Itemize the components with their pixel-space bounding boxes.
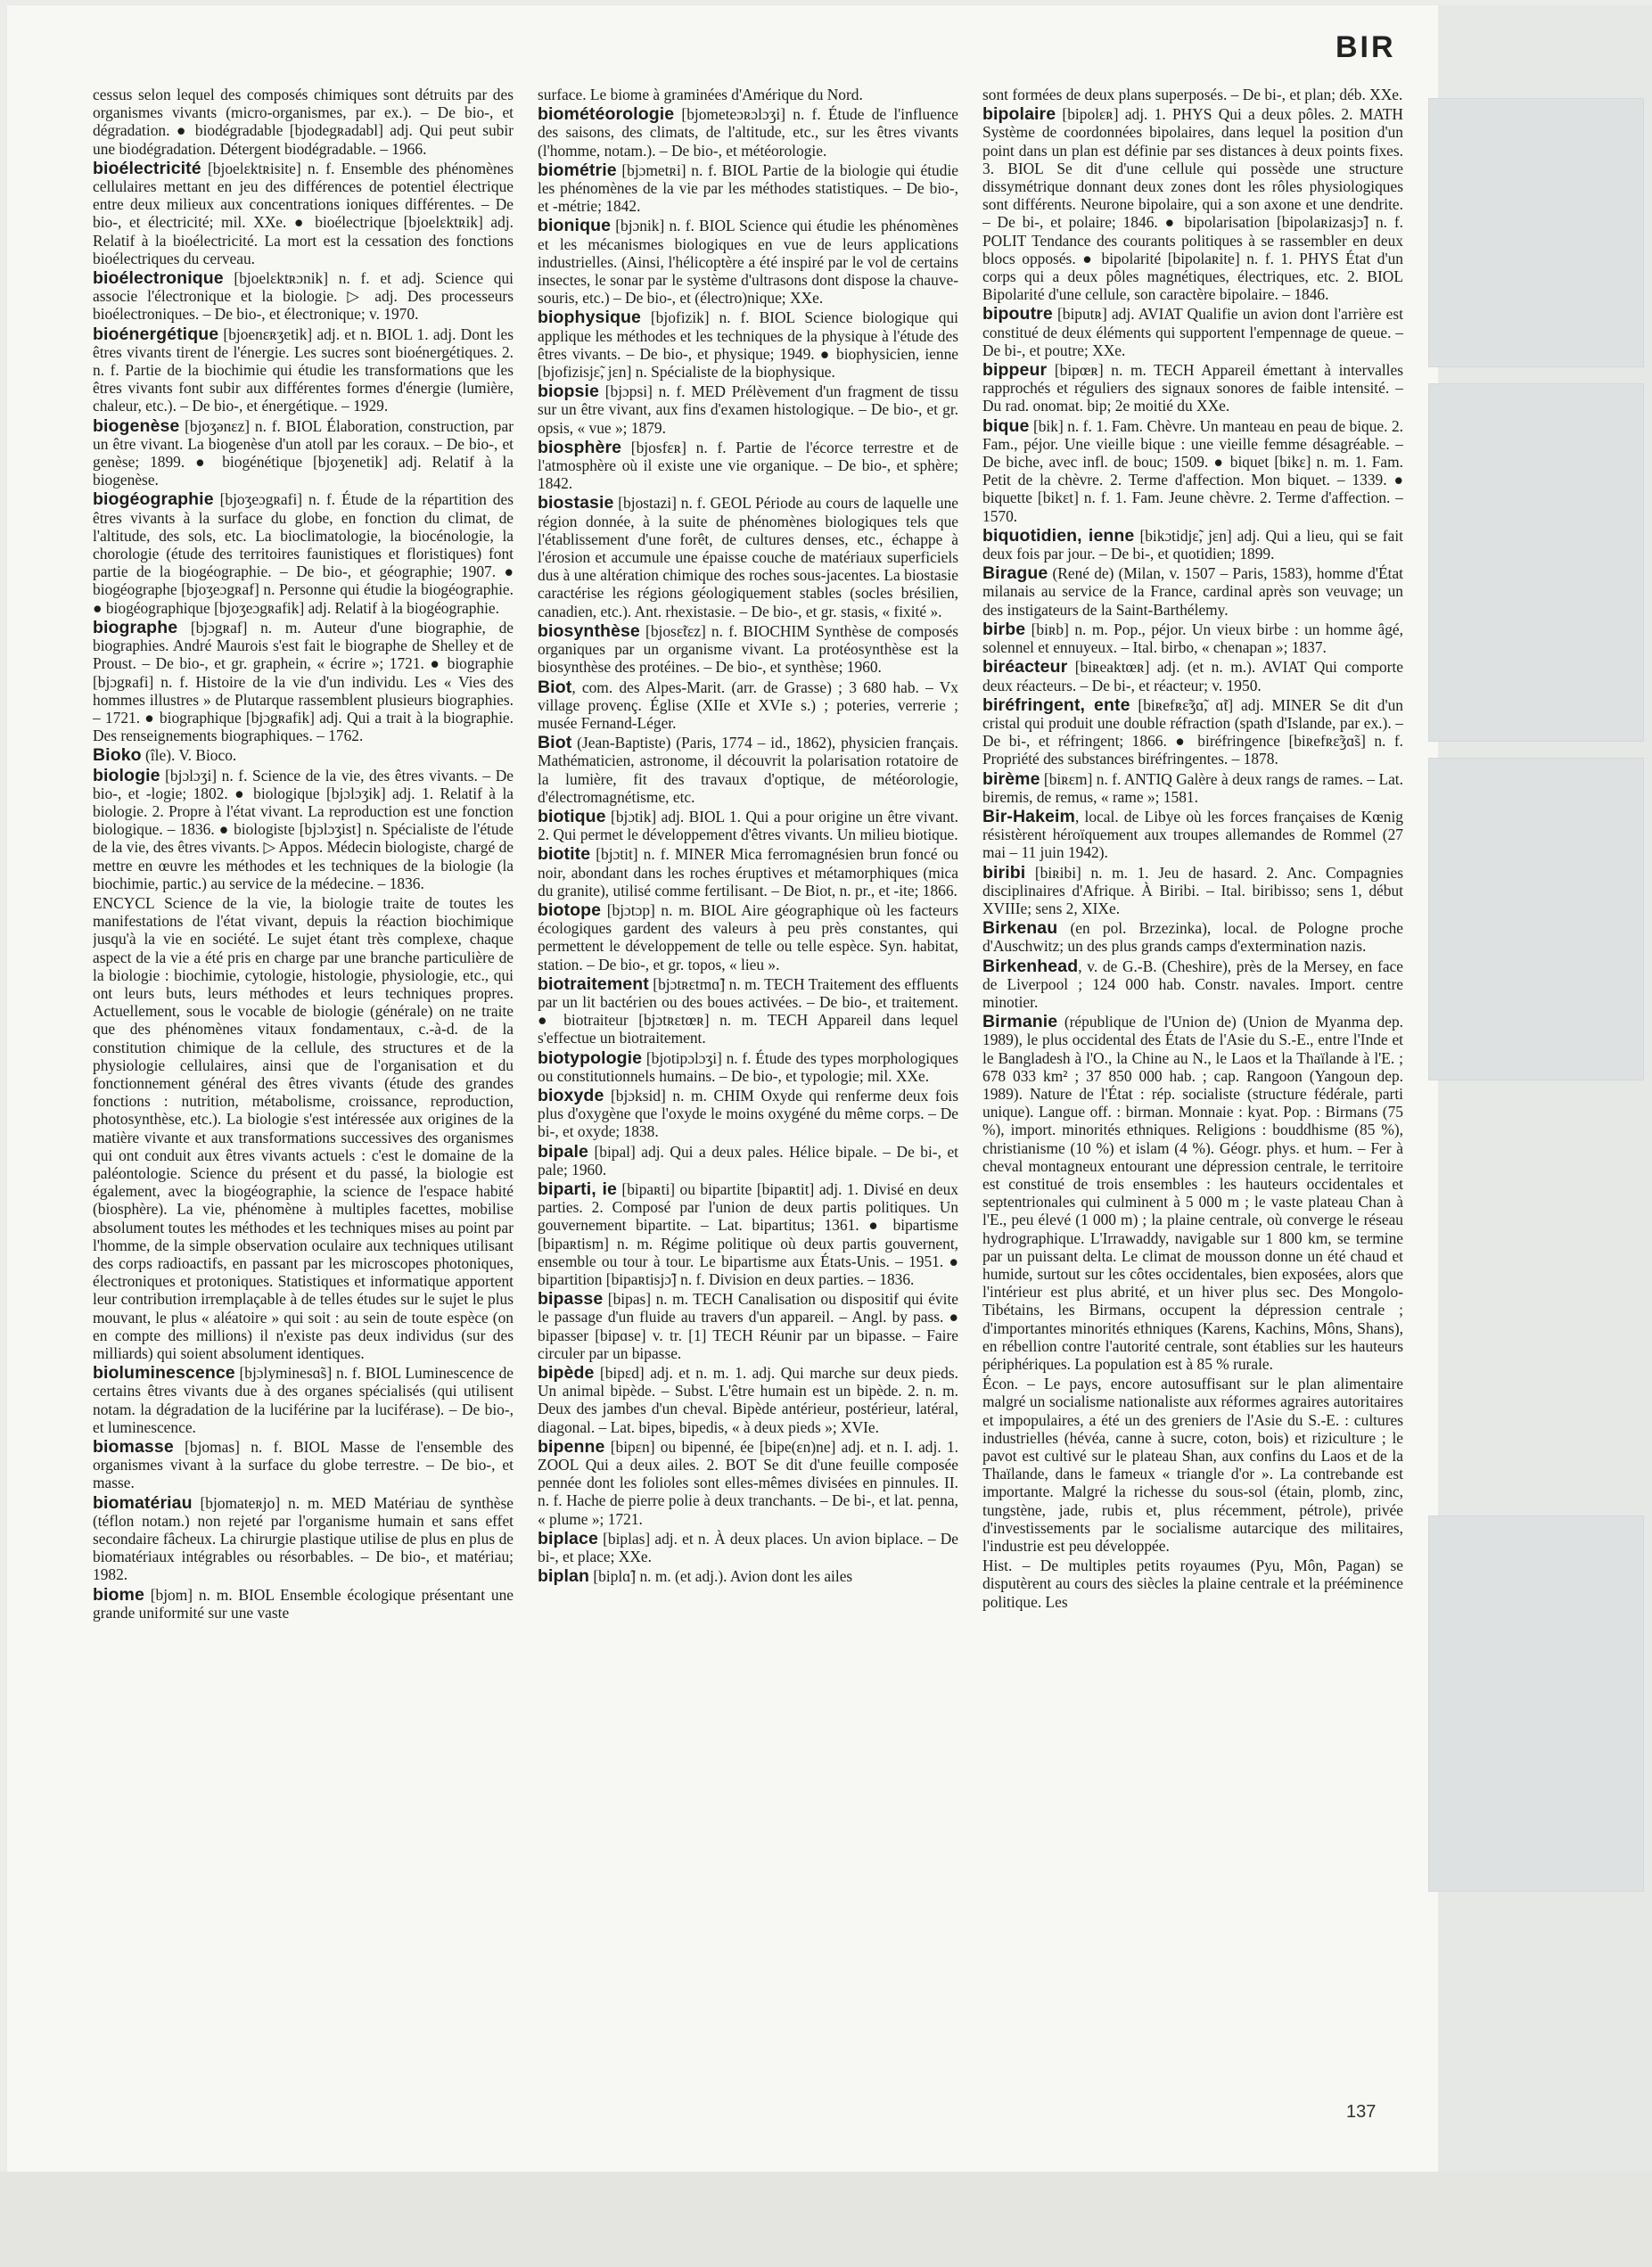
entry-body: surface. Le biome à graminées d'Amérique du Nord. xyxy=(538,86,863,103)
entry-headword: Biot xyxy=(538,677,572,697)
dictionary-entry xyxy=(93,325,514,415)
entry-body: , local. de Libye où les forces françaises de Kœnig résistèrent héroïquement aux troupes allemandes de Rommel (27 mai – 11 juin 1942). xyxy=(982,807,1403,862)
entry-headword: biosphère xyxy=(538,437,622,457)
entry-headword: bipasse xyxy=(538,1289,604,1310)
dictionary-entry xyxy=(982,957,1403,1012)
entry-body: [biʀeaktœʀ] adj. (et n. m.). AVIAT Qui comporte deux réacteurs. – De bi-, et réacteur; v. 1950. xyxy=(982,658,1403,694)
entry-headword: biogenèse xyxy=(93,415,180,436)
text-column-2 xyxy=(538,86,958,2087)
entry-body: [bikɔtidjɛ̃, jɛn] adj. Qui a lieu, qui se fait deux fois par jour. – De bi-, et quotidien; 1899. xyxy=(982,526,1403,563)
entry-body: [bipaʀti] ou bipartite [bipaʀtit] adj. 1. Divisé en deux parties. 2. Composé par l'union de deux partis politiques. Un gouvernement bipartite. – Lat. bipartitus; 1361. ● bipartisme [bipaʀtism] n. m. Régime politique où deux partis gouvernent, ensemble ou tour à tour. Le bipartisme aux États-Unis. – 1951. ● bipartition [bipaʀtisjɔ̃] n. f. Division en deux parties. – 1836. xyxy=(538,1179,958,1288)
dictionary-entry xyxy=(982,919,1403,955)
text-column-3 xyxy=(982,86,1403,2087)
entry-headword: bioénergétique xyxy=(93,324,219,344)
entry-body: [bjosɛ̃tɛz] n. f. BIOCHIM Synthèse de composés organiques par un organisme vivant. La protéosynthèse est la biosynthèse des protéines. – De bio-, et synthèse; 1960. xyxy=(538,621,958,677)
entry-headword: biquotidien, ienne xyxy=(982,525,1135,546)
entry-headword: biréacteur xyxy=(982,657,1068,678)
dictionary-entry xyxy=(982,417,1403,525)
dictionary-entry xyxy=(982,86,1403,103)
entry-body: (Jean-Baptiste) (Paris, 1774 – id., 1862), physicien français. Mathématicien, astronome, il découvrit la polarisation rotatoire de la lumière, fit des travaux d'optique, de météorologie, d'électromagnétisme, etc. xyxy=(538,734,958,806)
entry-body: (en pol. Brzezinka), local. de Pologne proche d'Auschwitz; un des plus grands camps d'extermination nazis. xyxy=(982,919,1403,956)
entry-headword: biotite xyxy=(538,844,591,865)
entry-headword: biopsie xyxy=(538,382,599,402)
dictionary-entry xyxy=(538,622,958,677)
dictionary-entry xyxy=(538,1290,958,1362)
entry-body: [bipas] n. m. TECH Canalisation ou dispositif qui évite le passage d'un fluide au travers d'un appareil. – Angl. by pass. ● bipasser [bipɑse] v. tr. [1] TECH Réunir par un bipasse. – Faire circuler par un bipasse. xyxy=(538,1290,958,1362)
dictionary-entry xyxy=(538,1087,958,1141)
dictionary-entry xyxy=(93,86,514,158)
entry-headword: bioluminescence xyxy=(93,1363,235,1384)
entry-headword: Birkenhead xyxy=(982,956,1079,976)
dictionary-entry xyxy=(982,361,1403,415)
dictionary-entry xyxy=(982,864,1403,918)
bleed-through-image xyxy=(1428,1515,1644,1892)
entry-headword: biplan xyxy=(538,1566,590,1587)
entry-headword: biophysique xyxy=(538,308,641,328)
bleed-through-image xyxy=(1428,98,1644,367)
entry-body: [bipœʀ] n. m. TECH Appareil émettant à intervalles rapprochés et réguliers des signaux sonores de faible intensité. – Du rad. onomat. bip; 2e moitié du XXe. xyxy=(982,361,1403,415)
entry-body: [bjostazi] n. f. GEOL Période au cours de laquelle une région donnée, à la suite de phénomènes biologiques tels que l'établissement d'une forêt, de cultures denses, etc., échappe à l'érosion et accumule une épaisse couche de matériaux superficiels dus à une altération chimique des roches sous-jacentes. La biostasie caractérise les régions géologiquement stables (socles brésilien, canadien, etc.). Ant. rhexistasie. – De bio-, et gr. stasis, « fixité ». xyxy=(538,494,958,620)
entry-headword: biplace xyxy=(538,1528,598,1548)
entry-headword: bioélectricité xyxy=(93,158,201,178)
dictionary-entry xyxy=(982,1013,1403,1373)
dictionary-entry xyxy=(93,1438,514,1492)
entry-headword: bipale xyxy=(538,1141,588,1162)
entry-headword: biparti, ie xyxy=(538,1179,617,1199)
entry-body: (île). V. Bioco. xyxy=(141,746,237,765)
scanner-bed xyxy=(0,2172,1652,2267)
entry-headword: biométrie xyxy=(538,160,617,180)
dictionary-entry xyxy=(538,975,958,1047)
entry-body: (république de l'Union de) (Union de Myanma dep. 1989), le plus occidental des États de l'Asie du S.-E., entre l'Inde et le Bangladesh à l'O., la Chine au N., le Laos et la Thaïlande à l'E. ; 678 033 km² ; 37 850 000 hab. ; cap. Rangoon (Yangoun dep. 1989). Nature de l'État : rép. socialiste (structure fédérale, parti unique). Langue off. : birman. Monnaie : kyat. Pop. : Birmans (75 %), import. minorités ethniques. Religions : bouddhisme (85 %), christianisme (10 %) et islam (4 %). Géogr. phys. et hum. – Fer à cheval montagneux entourant une dépression centrale, le territoire est constitué de trois ensembles : les hauteurs occidentales et septentrionales qui culminent à 5 000 m ; le vaste plateau Chan à l'E., peu élevé (1 000 m) ; la plaine centrale, où converge le réseau hydrographique. L'Irrawaddy, navigable sur 1 800 km, se termine par un puissant delta. Le climat de mousson donne un été chaud et humide, surtout sur les côtes occidentales, bien exposées, alors que l'intérieur est plus abrité, et un hiver plus sec. Des Mongolo-Tibétains, les Birmans, occupent la dépression centrale ; d'importantes minorités ethniques (Karens, Kachins, Môns, Shans), en rébellion contre l'autorité centrale, sont établies sur les hauteurs périphériques. La population est à 85 % rurale. xyxy=(982,1013,1403,1374)
entry-headword: biomatériau xyxy=(93,1492,193,1513)
entry-body: [bjɔlyminesɑ̃s] n. f. BIOL Luminescence de certains êtres vivants due à des organes spécialisés (qui utilisent notam. la dégradation de la luciférine par la luciférase). – De bio-, et luminescence. xyxy=(93,1364,514,1436)
dictionary-entry xyxy=(93,767,514,892)
dictionary-entry xyxy=(538,678,958,733)
dictionary-entry xyxy=(982,808,1403,862)
entry-body: [bjɔlɔʒi] n. f. Science de la vie, des êtres vivants. – De bio-, et -logie; 1802. ● biologique [bjɔlɔʒik] adj. 1. Relatif à la biologie. 2. Propre à l'état vivant. La reproduction est une fonction biologique. – 1836. ● biologiste [bjɔlɔʒist] n. Spécialiste de l'étude de la vie, des êtres vivants. ▷ Appos. Médecin biologiste, chargé de mettre en œuvre les méthodes et les techniques de la biologie (la biochimie, partic.) au service de la médecine. – 1836. xyxy=(93,766,514,892)
entry-body: [bjofizik] n. f. BIOL Science biologique qui applique les méthodes et les techniques de la physique à l'étude des êtres vivants. – De bio-, et physique; 1949. ● biophysicien, ienne [bjofizisjɛ̃, jɛn] n. Spécialiste de la biophysique. xyxy=(538,308,958,382)
entry-body: (René de) (Milan, v. 1507 – Paris, 1583), homme d'État milanais au service de la France, cardinal après son veuvage; un des instigateurs de la Saint-Barthélemy. xyxy=(982,564,1403,619)
running-header: BIR xyxy=(1336,30,1396,64)
entry-body: [bjotipɔlɔʒi] n. f. Étude des types morphologiques ou constitutionnels humains. – De bio-, et typologie; mil. XXe. xyxy=(538,1048,958,1085)
entry-headword: bioélectronique xyxy=(93,268,224,289)
entry-headword: biréfringent, ente xyxy=(982,694,1130,715)
dictionary-entry xyxy=(538,734,958,806)
dictionary-entry xyxy=(538,439,958,493)
entry-headword: Bioko xyxy=(93,745,142,766)
entry-headword: biométéorologie xyxy=(538,104,675,125)
dictionary-entry xyxy=(538,845,958,899)
entry-headword: biome xyxy=(93,1584,144,1605)
entry-headword: biostasie xyxy=(538,493,614,513)
dictionary-entry xyxy=(538,1567,958,1585)
entry-headword: biographe xyxy=(93,617,178,637)
dictionary-entry xyxy=(538,1049,958,1085)
entry-body: , v. de G.-B. (Cheshire), près de la Mersey, en face de Liverpool ; 124 000 hab. Constr. navales. Import. centre minotier. xyxy=(982,957,1403,1011)
entry-headword: biomasse xyxy=(93,1437,174,1458)
entry-headword: Bir-Hakeim xyxy=(982,806,1075,826)
entry-body: [bjomateʀjo] n. m. MED Matériau de synthèse (téflon notam.) non rejeté par l'organisme humain et sans effet secondaire fâcheux. La chirurgie plastique utilise de plus en plus de biomatériaux intégrables ou résorbables. – De bio-, et matériau; 1982. xyxy=(93,1493,514,1584)
dictionary-entry xyxy=(538,382,958,437)
dictionary-entry xyxy=(93,746,514,764)
entry-body: [bjɔtik] adj. BIOL 1. Qui a pour origine un être vivant. 2. Qui permet le développement d'êtres vivants. Un milieu biotique. xyxy=(538,807,958,844)
entry-headword: Birmanie xyxy=(982,1012,1058,1032)
dictionary-entry xyxy=(982,658,1403,694)
dictionary-entry xyxy=(93,619,514,744)
dictionary-entry xyxy=(982,305,1403,359)
dictionary-entry xyxy=(982,527,1403,563)
entry-headword: biologie xyxy=(93,765,160,785)
dictionary-entry xyxy=(982,696,1403,768)
entry-body: [biʀefʀɛ̃ʒɑ̃, ɑ̃t] adj. MINER Se dit d'un cristal qui produit une double réfraction (spath d'Islande, par ex.). – De bi-, et réfringent; 1866. ● biréfringence [biʀefʀɛ̃ʒɑ̃s] n. f. Propriété des substances biréfringentes. – 1878. xyxy=(982,695,1403,768)
dictionary-entry xyxy=(982,770,1403,806)
dictionary-entry xyxy=(538,86,958,103)
entry-body: [bjomas] n. f. BIOL Masse de l'ensemble des organismes vivant à la surface du globe terrestre. – De bio-, et masse. xyxy=(93,1438,514,1492)
entry-headword: bipoutre xyxy=(982,304,1053,324)
entry-headword: birbe xyxy=(982,619,1026,639)
entry-headword: bionique xyxy=(538,216,612,236)
entry-headword: bipolaire xyxy=(982,104,1056,125)
page-number: 137 xyxy=(1346,2102,1377,2122)
entry-body: [bjosfɛʀ] n. f. Partie de l'écorce terrestre et de l'atmosphère où il existe une vie organique. – De bio-, et sphère; 1842. xyxy=(538,438,958,493)
dictionary-entry xyxy=(93,1364,514,1436)
entry-body: [bjoʒeɔgʀafi] n. f. Étude de la répartition des êtres vivants à la surface du globe, en fonction du climat, de l'altitude, des sols, etc. La bioclimatologie, la biocénologie, la chorologie (étude des territoires faunistiques et floristiques) font partie de la biogéographie. – De bio-, et géographie; 1907. ● biogéographe [bjoʒeɔgʀaf] n. Personne qui étudie la biogéographie. ● biogéographique [bjoʒeɔgʀafik] adj. Relatif à la biogéographie. xyxy=(93,490,514,617)
entry-body: [bipal] adj. Qui a deux pales. Hélice bipale. – De bi-, et pale; 1960. xyxy=(538,1142,958,1179)
dictionary-entry xyxy=(982,1375,1403,1555)
dictionary-entry xyxy=(538,1143,958,1179)
entry-headword: birème xyxy=(982,768,1040,789)
dictionary-entry xyxy=(538,808,958,843)
entry-body: [bjom] n. m. BIOL Ensemble écologique présentant une grande uniformité sur une vaste xyxy=(93,1585,514,1622)
entry-headword: bioxyde xyxy=(538,1085,604,1105)
entry-body: [bjɔtɔp] n. m. BIOL Aire géographique où les facteurs écologiques gardent des valeurs à peu près constantes, qui permettent le développement de telle ou telle espèce. Syn. habitat, station. – De bio-, et gr. topos, « lieu ». xyxy=(538,900,958,973)
dictionary-entry xyxy=(982,620,1403,656)
dictionary-entry xyxy=(538,105,958,160)
entry-headword: biribi xyxy=(982,862,1026,883)
bleed-through-image xyxy=(1428,383,1644,742)
entry-body: , com. des Alpes-Marit. (arr. de Grasse) ; 3 680 hab. – Vx village provenç. Église (XIIe et XVIe s.) ; poteries, verrerie ; musée Fernand-Léger. xyxy=(538,678,958,732)
entry-body: [bipolɛʀ] adj. 1. PHYS Qui a deux pôles. 2. MATH Système de coordonnées bipolaires, dans lequel la position d'un point dans un plan est définie par ses distances à deux points fixes. 3. BIOL Se dit d'une cellule qui possède une structure dissymétrique donnant deux zones dont les rôles physiologiques sont différents. Neurone bipolaire, qui a son axone et une dendrite. – De bi-, et polaire; 1846. ● bipolarisation [bipolaʀizasjɔ̃] n. f. POLIT Tendance des courants politiques à se rassembler en deux blocs opposés. ● bipolarité [bipolaʀite] n. f. 1. PHYS État d'un corps qui a deux pôles magnétiques, électriques, etc. 2. BIOL Bipolarité d'une cellule, son caractère bipolaire. – 1846. xyxy=(982,105,1403,304)
entry-body: [biplɑ̃] n. m. (et adj.). Avion dont les ailes xyxy=(589,1567,853,1586)
entry-headword: biosynthèse xyxy=(538,620,640,641)
dictionary-entry xyxy=(538,217,958,307)
dictionary-entry xyxy=(982,105,1403,303)
entry-headword: biotraitement xyxy=(538,973,649,994)
entry-body: cessus selon lequel des composés chimiques sont détruits par des organismes vivants (micro-organismes, par ex.). – De bio-, et dégradation. ● biodégradable [bjodegʀadabl] adj. Qui peut subir une biodégradation. Détergent biodégradable. – 1966. xyxy=(93,86,514,158)
entry-body: [biʀɛm] n. f. ANTIQ Galère à deux rangs de rames. – Lat. biremis, de remus, « rame »; 1581. xyxy=(982,769,1403,806)
entry-headword: Biot xyxy=(538,733,572,753)
entry-body: [bjɔksid] n. m. CHIM Oxyde qui renferme deux fois plus d'oxygène que l'oxyde le moins oxygéné du même corps. – De bi-, et oxyde; 1838. xyxy=(538,1086,958,1141)
entry-body: [bjoelɛktʀisite] n. f. Ensemble des phénomènes cellulaires mettant en jeu des différences de potentiel électrique entre deux milieux aux concentrations ioniques différentes. – De bio-, et électricité; mil. XXe. ● bioélectrique [bjoelɛktʀik] adj. Relatif à la bioélectricité. La mort est la cessation des fonctions bioélectriques du cerveau. xyxy=(93,159,514,267)
entry-body: ENCYCL Science de la vie, la biologie traite de toutes les manifestations de l'état vivant, depuis la réaction biochimique jusqu'à la vie en société. Le sujet étant très complexe, chaque aspect de la vie a été pris en charge par une branche particulière de la biologie : biochimie, cytologie, histologie, physiologie, etc., qui ont leurs buts, leurs méthodes et leurs techniques propres. Actuellement, sous le vocable de biologie (générale) on ne traite que des phénomènes vitaux fondamentaux, c.-à-d. de la constitution chimique de la cellule, des structures et de la physiologie cellulaires, ainsi que de l'organisation et du fonctionnement général des êtres vivants (étude des grandes fonctions : nutrition, métabolisme, croissance, reproduction, photosynthèse, etc.). La biologie s'est intéressée aux origines de la matière vivante et aux transformations successives des organismes qui ont conduit aux êtres vivants actuels : c'est le domaine de la paléontologie. Science du présent et du passé, la biologie est également, avec la biogéographie, la science de l'espace habité (biosphère). La vie, phénomène à multiples facettes, mobilise absolument toutes les méthodes et les techniques mises au point par l'homme, de la simple observation oculaire aux techniques utilisant des corps radioactifs, en passant par les microscopes photoniques, électroniques et protoniques. Statistiques et informatique apportent leur contribution irremplaçable à de telles études sur le sujet le plus mouvant, le plus « aléatoire » qui soit : au sein de toute espèce (on en compte des millions) il n'existe pas deux individus (sur des milliards) qui soient absolument identiques. xyxy=(93,893,514,1363)
entry-body: sont formées de deux plans superposés. – De bi-, et plan; déb. XXe. xyxy=(982,86,1403,103)
entry-headword: biogéographie xyxy=(93,489,214,510)
entry-body: [biplas] adj. et n. À deux places. Un avion biplace. – De bi-, et place; XXe. xyxy=(538,1529,958,1566)
dictionary-entry xyxy=(93,894,514,1362)
text-column-1 xyxy=(93,86,514,2087)
dictionary-entry xyxy=(538,161,958,216)
entry-body: [bipɛn] ou bipenné, ée [bipe(ɛn)ne] adj. et n. I. adj. 1. ZOOL Qui a deux ailes. 2. BOT Se dit d'une feuille composée pennée dont les folioles sont elles-mêmes divisées en pinnules. II. n. f. Hache de pierre polie à deux tranchants. – De bi-, et lat. penna, « plume »; 1721. xyxy=(538,1437,958,1528)
dictionary-entry xyxy=(93,1586,514,1622)
entry-body: Écon. – Le pays, encore autosuffisant sur le plan alimentaire malgré un socialisme nationaliste aux réformes agraires autoritaires et impopulaires, a été un des greniers de l'Asie du S.-E. : cultures industrielles (hévéa, canne à sucre, coton, bois) et riziculture ; le pavot est cultivé sur le plateau Shan, aux confins du Laos et de la Thaïlande, dans le fameux « triangle d'or ». La contrebande est importante. Malgré la richesse du sous-sol (étain, plomb, zinc, tungstène, jade, rubis et, plus récemment, pétrole), privée d'investissements par le socialisme autarcique des militaires, l'industrie est peu développée. xyxy=(982,1375,1403,1556)
entry-body: [bjoelɛktʀɔnik] n. f. et adj. Science qui associe l'électronique et la biologie. ▷ adj. Des processeurs bioélectroniques. – De bio-, et électronique; v. 1970. xyxy=(93,269,514,324)
entry-body: [bjoenɛʀʒetik] adj. et n. BIOL 1. adj. Dont les êtres vivants tirent de l'énergie. Les sucres sont bioénergétiques. 2. n. f. Partie de la biochimie qui étudie les transformations que les êtres vivants font subir aux différentes formes d'énergie (lumière, chaleur, etc.). – De bio-, et énergétique. – 1929. xyxy=(93,324,514,415)
entry-body: Hist. – De multiples petits royaumes (Pyu, Môn, Pagan) se disputèrent au cours des siècles la plaine centrale et la prééminence politique. Les xyxy=(982,1557,1403,1611)
entry-headword: biotope xyxy=(538,899,602,920)
entry-body: [bjɔtʀɛtmɑ̃] n. m. TECH Traitement des effluents par un lit bactérien ou des boues activées. – De bio-, et traitement. ● biotraiteur [bjɔtʀɛtœʀ] n. m. TECH Appareil dans lequel s'effectue un biotraitement. xyxy=(538,974,958,1047)
entry-body: [bjɔgʀaf] n. m. Auteur d'une biographie, de biographies. André Maurois s'est fait le biographe de Shelley et de Proust. – De bio-, et gr. graphein, « écrire »; 1721. ● biographie [bjɔgʀafi] n. f. Histoire de la vie d'un individu. Les « Vies des hommes illustres » de Plutarque rassemblent plusieurs biographies. – 1721. ● biographique [bjɔgʀafik] adj. Qui a trait à la biographie. Des renseignements biographiques. – 1762. xyxy=(93,618,514,745)
entry-body: [bik] n. f. 1. Fam. Chèvre. Un manteau en peau de bique. 2. Fam., péjor. Une vieille bique : une vieille femme désagréable. – De biche, avec infl. de bouc; 1509. ● biquet [bikɛ] n. m. 1. Fam. Petit de la chèvre. 2. Terme d'affection. Mon biquet. – 1339. ● biquette [bikɛt] n. f. 1. Fam. Jeune chèvre. 2. Terme d'affection. – 1570. xyxy=(982,416,1403,525)
entry-headword: Birague xyxy=(982,563,1048,584)
entry-body: [bjometeɔʀɔlɔʒi] n. f. Étude de l'influence des saisons, des climats, de l'altitude, etc., sur les êtres vivants (l'homme, notam.). – De bio-, et météorologie. xyxy=(538,105,958,160)
entry-headword: Birkenau xyxy=(982,918,1058,939)
entry-headword: biotique xyxy=(538,806,606,826)
entry-body: [bjɔmetʀi] n. f. BIOL Partie de la biologie qui étudie les phénomènes de la vie par les méthodes statistiques. – De bio-, et -métrie; 1842. xyxy=(538,160,958,216)
entry-body: [biputʀ] adj. AVIAT Qualifie un avion dont l'arrière est constitué de deux éléments qui supportent l'empennage de queue. – De bi-, et poutre; XXe. xyxy=(982,305,1403,359)
entry-body: [bjɔnik] n. f. BIOL Science qui étudie les phénomènes et les mécanismes biologiques en vue de leurs applications industrielles. (Ainsi, l'hélicoptère a été inspiré par le vol de certains insectes, le sonar par le système d'ultrasons dont dispose la chauve-souris, etc.) – De bio-, et (électro)nique; XXe. xyxy=(538,217,958,308)
dictionary-entry xyxy=(93,490,514,616)
dictionary-entry xyxy=(93,269,514,324)
entry-headword: bipenne xyxy=(538,1436,605,1457)
dictionary-entry xyxy=(538,901,958,973)
entry-body: [biʀibi] n. m. 1. Jeu de hasard. 2. Anc. Compagnies disciplinaires d'Afrique. À Biribi. – Ital. biribisso; sens 1, début XVIIIe; sens 2, XIXe. xyxy=(982,863,1403,917)
dictionary-entry xyxy=(93,417,514,489)
entry-body: [bjɔpsi] n. f. MED Prélèvement d'un fragment de tissu sur un être vivant, aux fins d'examen histologique. – De bio-, et gr. opsis, « vue »; 1879. xyxy=(538,382,958,437)
entry-headword: bippeur xyxy=(982,360,1048,381)
entry-headword: bique xyxy=(982,415,1030,436)
entry-body: [bjɔtit] n. f. MINER Mica ferromagnésien brun foncé ou noir, abondant dans les roches éruptives et métamorphiques (mica du granite), utilisé comme fertilisant. – De Biot, n. pr., et -ite; 1866. xyxy=(538,845,958,899)
dictionary-entry xyxy=(538,308,958,381)
entry-headword: biotypologie xyxy=(538,1047,643,1068)
dictionary-entry xyxy=(982,564,1403,619)
entry-body: [biʀb] n. m. Pop., péjor. Un vieux birbe : un homme âgé, solennel et ennuyeux. – Ital. birbo, « chenapan »; 1837. xyxy=(982,620,1403,657)
bleed-through-image xyxy=(1428,758,1644,1080)
dictionary-entry xyxy=(93,1494,514,1584)
dictionary-entry xyxy=(538,494,958,620)
dictionary-entry xyxy=(93,160,514,267)
dictionary-entry xyxy=(538,1364,958,1436)
entry-body: [bjoʒənɛz] n. f. BIOL Élaboration, construction, par un être vivant. La biogenèse d'un atoll par les coraux. – De bio-, et genèse; 1899. ● biogénétique [bjoʒenetik] adj. Relatif à la biogenèse. xyxy=(93,416,514,489)
dictionary-entry xyxy=(538,1438,958,1528)
entry-headword: bipède xyxy=(538,1363,595,1384)
dictionary-entry xyxy=(538,1180,958,1288)
dictionary-entry xyxy=(982,1557,1403,1611)
dictionary-entry xyxy=(538,1530,958,1565)
entry-body: [bipɛd] adj. et n. m. 1. adj. Qui marche sur deux pieds. Un animal bipède. – Subst. L'être humain est un bipède. 2. n. m. Deux des jambes d'un cheval. Bipède antérieur, postérieur, latéral, diagonal. – Lat. bipes, bipedis, « à deux pieds »; XVIe. xyxy=(538,1364,958,1436)
